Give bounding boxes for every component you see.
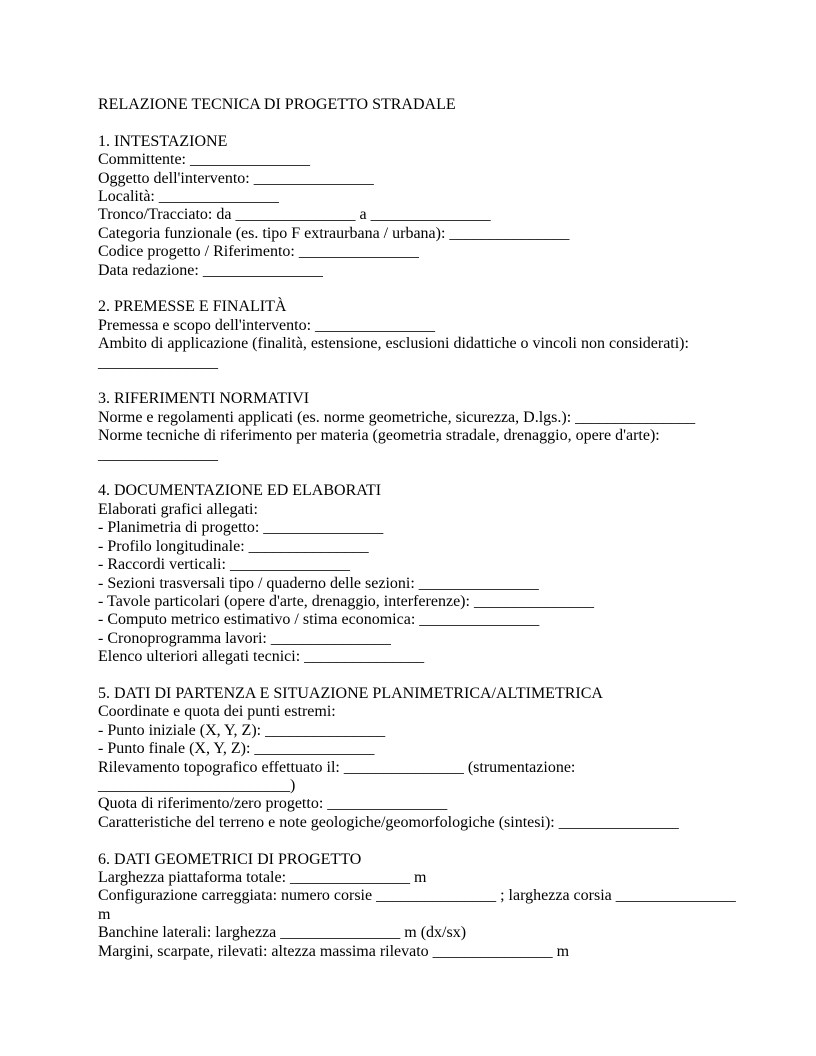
field-norme-tecniche: Norme tecniche di riferimento per materia (geometria stradale, drenaggio, opere d'arte): _______________: [98, 427, 660, 463]
field-coordinate-punti-estremi: Coordinate e quota dei punti estremi:: [98, 703, 336, 721]
field-ambito-applicazione: Ambito di applicazione (finalità, estensione, esclusioni didattiche o vincoli non considerati): _______________: [98, 335, 689, 371]
field-elaborati-allegati: Elaborati grafici allegati:: [98, 500, 258, 518]
section-heading: 4. DOCUMENTAZIONE ED ELABORATI: [98, 482, 382, 500]
section-heading: 2. PREMESSE E FINALITÀ: [98, 298, 287, 316]
list-item-planimetria: - Planimetria di progetto: _______________: [98, 519, 384, 537]
list-item-profilo-longitudinale: - Profilo longitudinale: _______________: [98, 537, 369, 555]
field-committente: Committente: _______________: [98, 151, 310, 169]
field-quota-riferimento: Quota di riferimento/zero progetto: _______________: [98, 795, 448, 813]
section-intestazione: [98, 133, 738, 280]
list-item-raccordi-verticali: - Raccordi verticali: _______________: [98, 556, 350, 574]
field-data-redazione: Data redazione: _______________: [98, 261, 323, 279]
document-title: RELAZIONE TECNICA DI PROGETTO STRADALE: [98, 96, 456, 113]
document-content: [98, 96, 738, 979]
list-item-sezioni-trasversali: - Sezioni trasversali tipo / quaderno delle sezioni: _______________: [98, 574, 539, 592]
list-item-computo-metrico: - Computo metrico estimativo / stima economica: _______________: [98, 611, 540, 629]
field-tronco-tracciato: Tronco/Tracciato: da _______________ a _______________: [98, 206, 491, 224]
section-premesse-finalita: [98, 298, 738, 372]
list-item-punto-finale: - Punto finale (X, Y, Z): _______________: [98, 740, 375, 758]
field-caratteristiche-terreno: Caratteristiche del terreno e note geologiche/geomorfologiche (sintesi): _______________: [98, 813, 679, 831]
field-rilevamento-topografico: Rilevamento topografico effettuato il: _______________ (strumentazione: ________________________): [98, 758, 576, 794]
field-norme-regolamenti: Norme e regolamenti applicati (es. norme geometriche, sicurezza, D.lgs.): _______________: [98, 408, 696, 426]
section-dati-geometrici: [98, 851, 738, 961]
section-heading: 5. DATI DI PARTENZA E SITUAZIONE PLANIMETRICA/ALTIMETRICA: [98, 684, 603, 702]
section-heading: 3. RIFERIMENTI NORMATIVI: [98, 390, 310, 408]
section-heading: 6. DATI GEOMETRICI DI PROGETTO: [98, 850, 362, 868]
field-elenco-allegati: Elenco ulteriori allegati tecnici: _______________: [98, 648, 425, 666]
list-item-tavole-particolari: - Tavole particolari (opere d'arte, drenaggio, interferenze): _______________: [98, 592, 594, 610]
section-riferimenti-normativi: [98, 390, 738, 464]
field-margini-scarpate: Margini, scarpate, rilevati: altezza massima rilevato _______________ m: [98, 942, 570, 960]
list-item-punto-iniziale: - Punto iniziale (X, Y, Z): _______________: [98, 721, 386, 739]
field-oggetto-intervento: Oggetto dell'intervento: _______________: [98, 169, 374, 187]
field-codice-progetto: Codice progetto / Riferimento: _______________: [98, 243, 419, 261]
field-premessa-scopo: Premessa e scopo dell'intervento: _______________: [98, 316, 436, 334]
field-categoria-funzionale: Categoria funzionale (es. tipo F extraurbana / urbana): _______________: [98, 224, 570, 242]
field-configurazione-carreggiata: Configurazione carreggiata: numero corsie _______________ ; larghezza corsia _______________ m: [98, 887, 736, 923]
section-documentazione-elaborati: [98, 482, 738, 666]
list-item-cronoprogramma: - Cronoprogramma lavori: _______________: [98, 629, 391, 647]
section-heading: 1. INTESTAZIONE: [98, 132, 228, 150]
field-larghezza-piattaforma: Larghezza piattaforma totale: _______________ m: [98, 868, 427, 886]
field-banchine-laterali: Banchine laterali: larghezza _______________ m (dx/sx): [98, 924, 467, 942]
section-dati-di-partenza: [98, 685, 738, 832]
field-localita: Località: _______________: [98, 188, 279, 206]
